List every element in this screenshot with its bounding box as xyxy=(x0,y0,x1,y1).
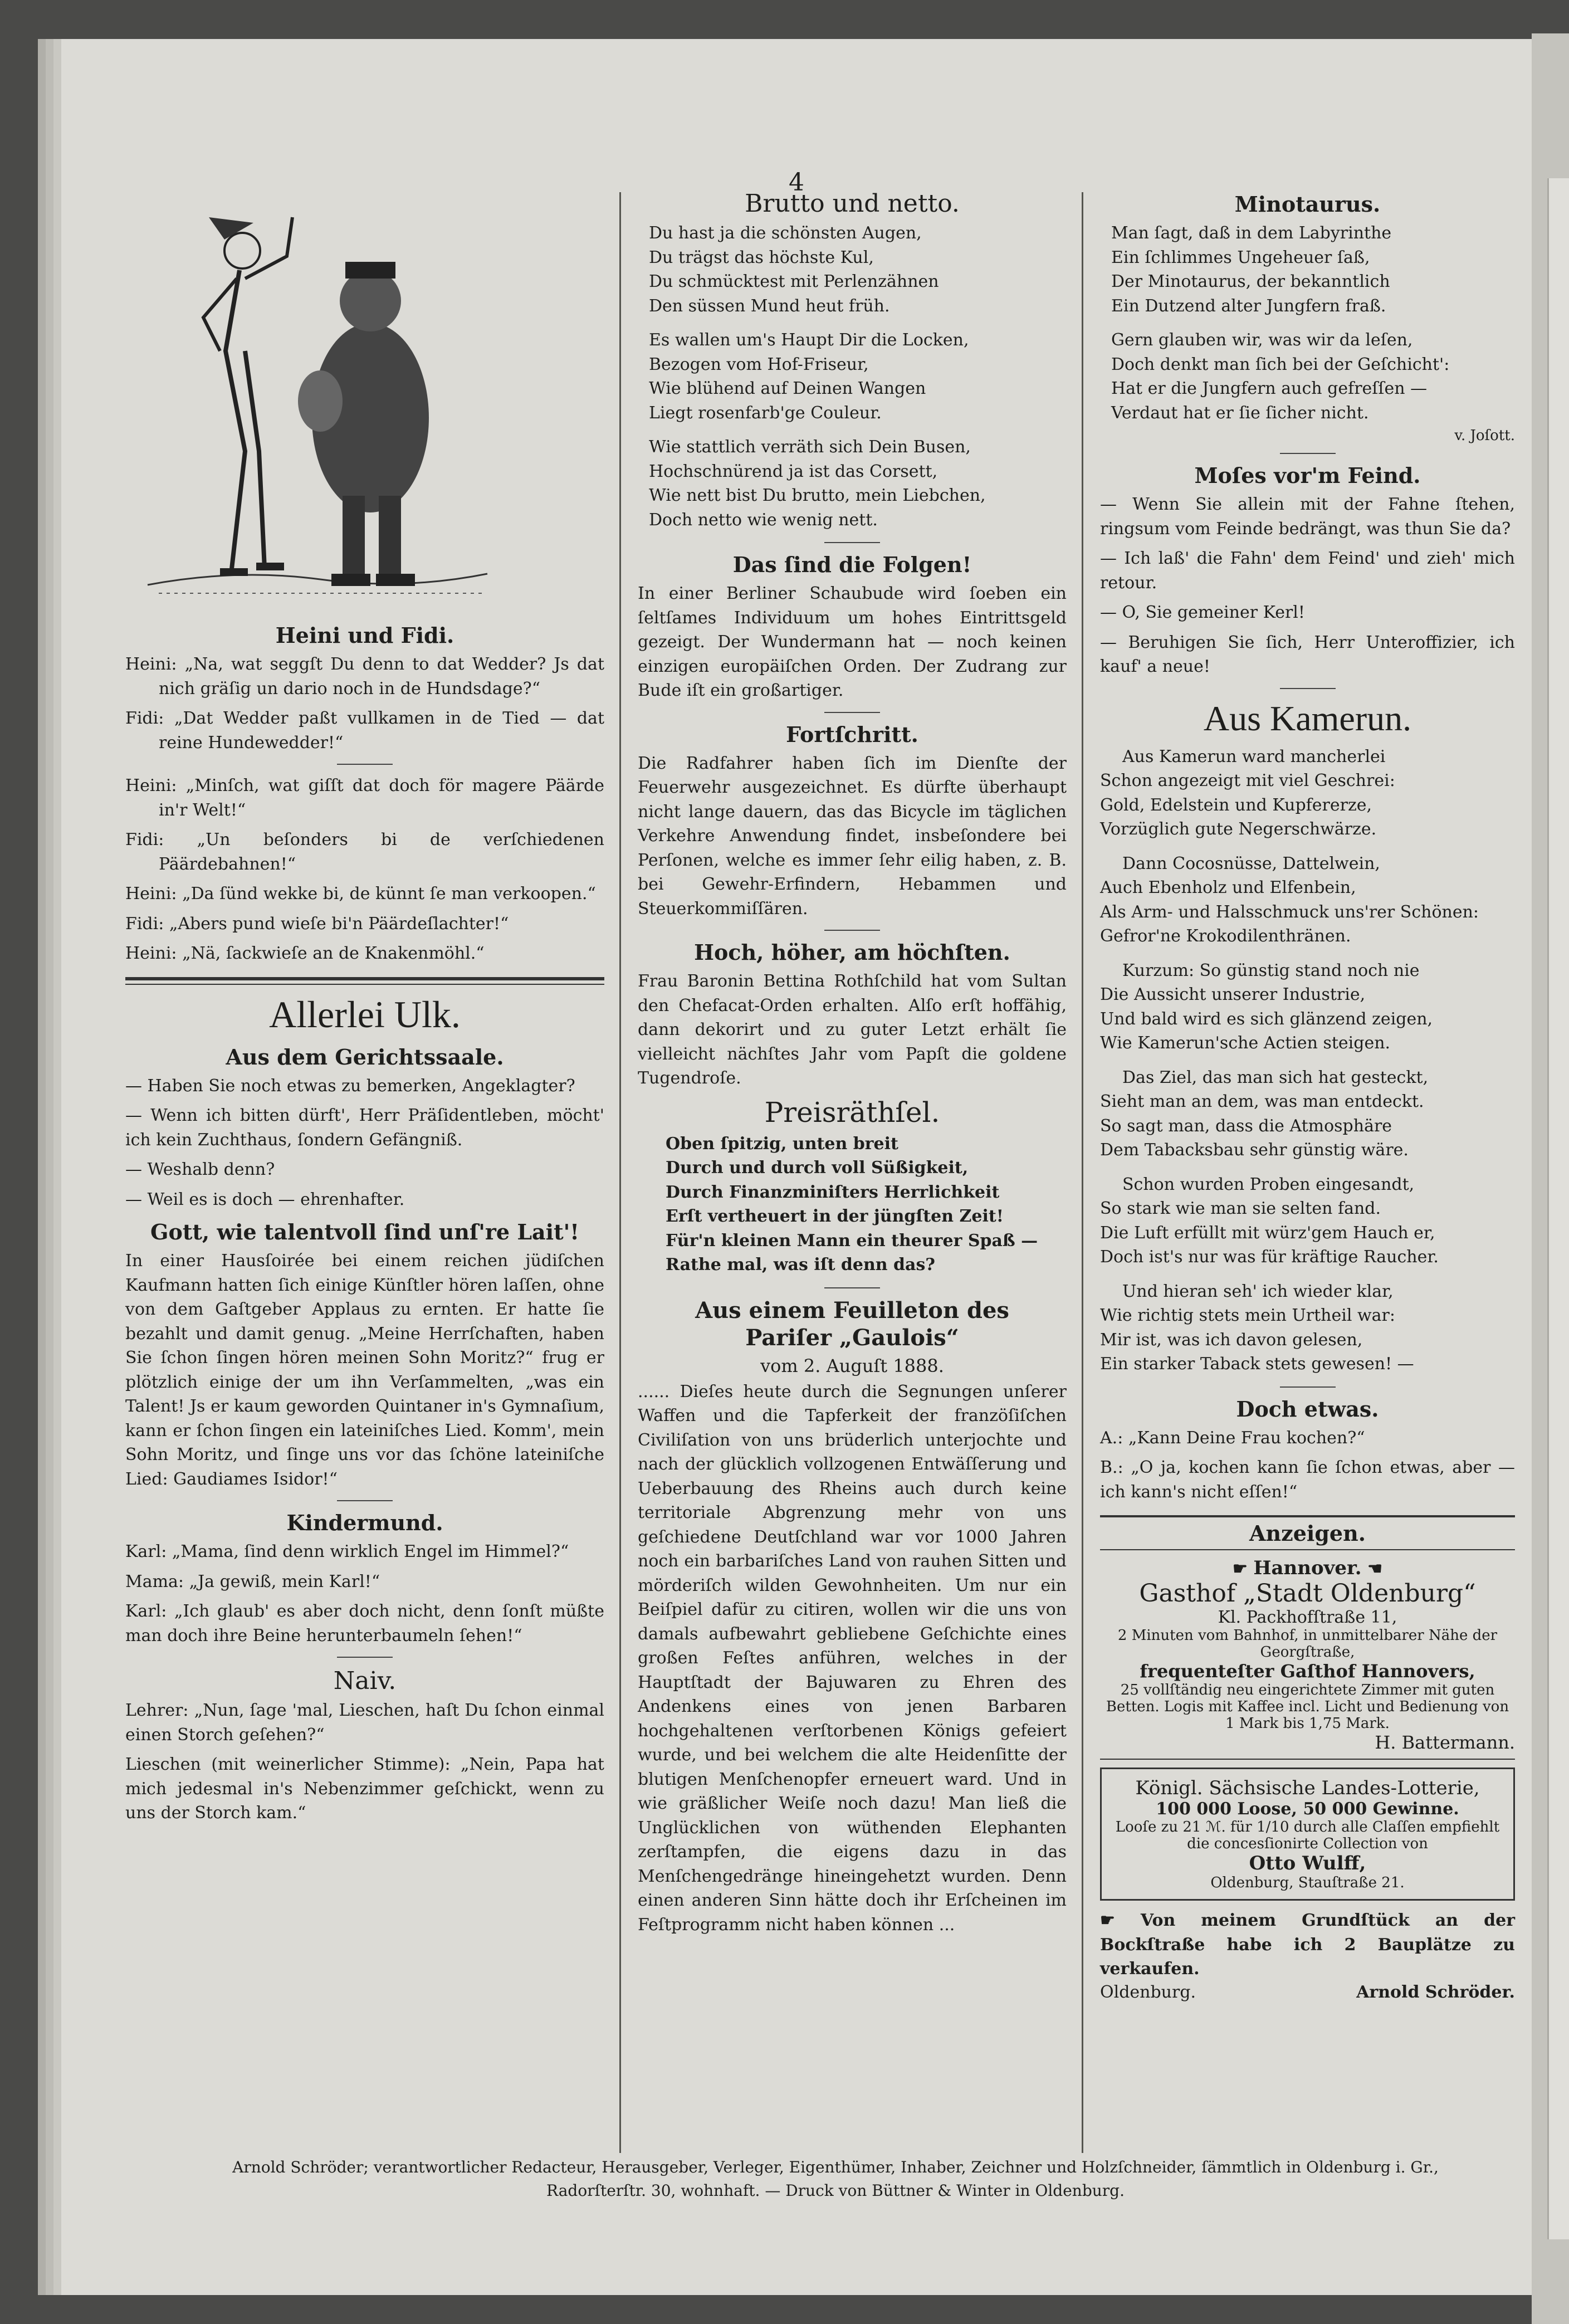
column-1 xyxy=(125,184,604,1831)
doch-line: A.: „Kann Deine Frau kochen?“ xyxy=(1100,1428,1365,1448)
ad2-sub: 100 000 Loose, 50 000 Gewinne. xyxy=(1156,1799,1459,1819)
doch-line: B.: „O ja, kochen kann ſie ſchon etwas, aber — ich kann's nicht eſſen!“ xyxy=(1100,1458,1515,1502)
hf-line: Heini: „Minſch, wat giſſt dat doch för magere Päärde in'r Welt!“ xyxy=(125,776,604,820)
next-page-edge xyxy=(1532,33,1569,2324)
ad2-title: Königl. Sächsische Landes-Lotterie, xyxy=(1135,1777,1480,1799)
fort-title: Fortſchritt. xyxy=(786,721,918,747)
mino-title: Minotaurus. xyxy=(1234,192,1381,217)
ad2-text: Looſe zu 21 ℳ. für 1/10 durch alle Claſſen empfiehlt die concesſionirte Collection von xyxy=(1115,1819,1500,1852)
kamerun-stanza: Schon wurden Proben eingesandt, So stark wie man sie selten fand. Die Luft erfüllt mit würz'gem Hauch er, Doch ist's nur was für kräftige Raucher. xyxy=(1100,1174,1439,1267)
ad-gasthof xyxy=(1100,1557,1515,1753)
feuill-title-2: Pariſer „Gaulois“ xyxy=(745,1324,959,1351)
anzeigen-title: Anzeigen. xyxy=(1249,1521,1366,1546)
column-3 xyxy=(1100,184,1515,2002)
gericht-title: Aus dem Gerichtssaale. xyxy=(226,1044,504,1070)
ad3-text: Von meinem Grundſtück an der Bockſtraße habe ich 2 Bauplätze zu verkaufen. xyxy=(1100,1911,1515,1979)
gericht-line: — Wenn ich bitten dürft', Herr Präſidentleben, möcht' ich kein Zuchthaus, ſondern Gefängniß. xyxy=(125,1106,604,1150)
hoch-text: Frau Baronin Bettina Rothſchild hat vom Sultan den Chefacat-Orden erhalten. Alſo erſt hoffähig, dann dekorirt und zu guter Letzt erhält ſie vielleicht nächſtes Jahr vom Papſt die goldene Tugendroſe. xyxy=(638,971,1067,1088)
doch-title: Doch etwas. xyxy=(1236,1396,1379,1422)
ad2-addr: Oldenburg, Stauſtraße 21. xyxy=(1210,1874,1405,1891)
ad2-name: Otto Wulff, xyxy=(1249,1852,1366,1874)
column-rule xyxy=(1082,192,1083,2153)
mino-author: v. Joſott. xyxy=(1454,427,1515,444)
kinder-line: Karl: „Ich glaub' es aber doch nicht, denn ſonſt müßte man doch ihre Beine herunterbaumeln ſehen!“ xyxy=(125,1602,604,1646)
gott-title: Gott, wie talentvoll ſind unſ're Lait'! xyxy=(150,1219,579,1244)
pointing-hand-icon: ☛ xyxy=(1100,1911,1141,1930)
kamerun-stanza: Das Ziel, das man sich hat gesteckt, Sieht man an dem, was man entdeckt. So sagt man, dass die Atmosphäre Dem Tabacksbau sehr günstig wäre. xyxy=(1100,1067,1429,1160)
naiv-line: Lieschen (mit weinerlicher Stimme): „Nein, Papa hat mich jedesmal in's Nebenzimmer geſchickt, wenn zu uns der Storch kam.“ xyxy=(125,1755,604,1823)
ad1-name: Gasthof „Stadt Oldenburg“ xyxy=(1139,1579,1476,1608)
kamerun-stanza: Und hieran seh' ich wieder klar, Wie richtig stets mein Urtheil war: Mir ist, was ich davon gelesen, Ein starker Taback stets gewesen! — xyxy=(1100,1281,1414,1374)
brutto-title: Brutto und netto. xyxy=(745,189,960,218)
kamerun-stanza: Dann Cocosnüsse, Dattelwein, Auch Ebenholz und Elfenbein, Als Arm- und Halsschmuck uns'rer Schönen: Gefror'ne Krokodilenthränen. xyxy=(1100,853,1479,946)
ad1-slogan: frequenteſter Gaſthof Hannovers, xyxy=(1140,1661,1475,1682)
preis-title: Preisräthſel. xyxy=(764,1096,940,1129)
ad3-city: Oldenburg. xyxy=(1100,1982,1196,2002)
column-rule xyxy=(619,192,621,2153)
ad-lotterie xyxy=(1100,1768,1515,1901)
moses-line: — Wenn Sie allein mit der Fahne ſtehen, ringsum vom Feinde bedrängt, was thun Sie da? xyxy=(1100,495,1515,539)
ad1-text: 25 vollſtändig neu eingerichtete Zimmer mit guten Betten. Logis mit Kaffee incl. Licht und Bedienung von 1 Mark bis 1,75 Mark. xyxy=(1106,1682,1509,1732)
kamerun-title: Aus Kamerun. xyxy=(1203,698,1412,738)
ad1-city: ☛ Hannover. ☚ xyxy=(1233,1557,1382,1579)
moses-title: Moſes vor'm Feind. xyxy=(1194,463,1421,488)
fort-text: Die Radfahrer haben ſich im Dienſte der Feuerwehr ausgezeichnet. Es dürfte überhaupt nicht lange dauern, das das Bicycle im täglichen Verkehre Anwendung findet, insbeſondere bei Perſonen, welche es immer ſehr eilig haben, z. B. bei Gewehr-Erfindern, Hebammen und Steuerkommiſſären. xyxy=(638,753,1067,919)
moses-line: — O, Sie gemeiner Kerl! xyxy=(1100,603,1305,622)
brutto-stanza: Es wallen um's Haupt Dir die Locken, Bezogen vom Hof-Friseur, Wie blühend auf Deinen Wangen Liegt rosenfarb'ge Couleur. xyxy=(649,330,969,423)
gott-text: In einer Hausſoirée bei einem reichen jüdiſchen Kaufmann hatten ſich einige Künſtler hören laſſen, ohne von dem Gaſtgeber Applaus zu ernten. Er hatte ſie bezahlt und damit genug. „Meine Herrſchaften, haben Sie ſchon ſingen hören meinen Sohn Moritz?“ frug er plötzlich einige der um ihn Verſammelten, „was ein Talent! Js er kaum geworden Quintaner in's Gymnaſium, kann er ſchon ſingen ein lateiniſches Lied. Komm', mein Sohn Moritz, und ſinge uns vor das ſchöne lateiniſche Lied: Gaudiames Isidor!“ xyxy=(125,1251,604,1489)
mino-stanza: Gern glauben wir, was wir da leſen, Doch denkt man ſich bei der Geſchicht': Hat er die Jungfern auch gefreſſen — Verdaut hat er ſie ſicher nicht. xyxy=(1111,330,1450,423)
kamerun-stanza: Kurzum: So günstig stand noch nie Die Aussicht unserer Industrie, Und bald wird es sich glänzend zeigen, Wie Kamerun'sche Actien steigen. xyxy=(1100,960,1433,1053)
imprint-footer: Arnold Schröder; verantwortlicher Redacteur, Herausgeber, Verleger, Eigenthümer, Inhaber, Zeichner und Holzſchneider, ſämmtlich in Oldenburg i. Gr., Radorſterſtr. 30, wohnhaft. — Druck von Büttner & Winter in Oldenburg. xyxy=(232,2158,1439,2200)
cartoon-illustration xyxy=(125,184,510,607)
hoch-title: Hoch, höher, am höchſten. xyxy=(694,940,1010,965)
moses-line: — Beruhigen Sie ſich, Herr Unteroffizier, ich kauf' a neue! xyxy=(1100,632,1515,676)
preis-verse: Oben ſpitzig, unten breit Durch und durch voll Süßigkeit, Durch Finanzminiſters Herrlichkeit Erſt vertheuert in der jüngſten Zeit! Für'n kleinen Mann ein theurer Spaß — Rathe mal, was iſt denn das? xyxy=(666,1134,1038,1275)
feuill-date: vom 2. Auguſt 1888. xyxy=(760,1355,944,1376)
gericht-line: — Haben Sie noch etwas zu bemerken, Angeklagter? xyxy=(125,1076,575,1096)
hf-line: Fidi: „Un beſonders bi de verſchiedenen Päärdebahnen!“ xyxy=(125,830,604,874)
hf-line: Fidi: „Dat Wedder paßt vullkamen in de Tied — dat reine Hundewedder!“ xyxy=(125,709,604,753)
ad1-loc: 2 Minuten vom Bahnhof, in unmittelbarer Nähe der Georgſtraße, xyxy=(1117,1627,1498,1661)
kamerun-stanza: Aus Kamerun ward mancherlei Schon angezeigt mit viel Geschrei: Gold, Edelstein und Kupfererze, Vorzüglich gute Negerschwärze. xyxy=(1100,746,1395,839)
allerlei-title: Allerlei Ulk. xyxy=(269,993,461,1036)
ad1-addr: Kl. Packhofſtraße 11, xyxy=(1218,1608,1397,1627)
feuill-text: ...... Dieſes heute durch die Segnungen unſerer Waffen und die Tapferkeit der franzöſiſchen Civiliſation von uns brüderlich unterjochte und nach der glücklich vollzogenen Entwäſſerung und Ueberbauung des Rheins auch durch keine territoriale Abgrenzung mehr von uns geſchiedene Deutſchland war vor 1000 Jahren noch ein barbariſches Land von rauhen Sitten und mörderiſch wilden Gewohnheiten. Um nur ein Beiſpiel dafür zu citiren, wollen wir die uns von damals aufbewahrt gebliebene Geſchichte eines großen Feſtes anführen, welches in der Hauptſtadt der Bajuwaren zu Ehren des Andenkens eines von jenen Barbaren hochgehaltenen verſtorbenen Königs gefeiert wurde, und bei welchem die alte Heidenſitte der blutigen Menſchenopfer erneuert ward. Und in wie gräßlicher Weiſe noch dazu! Man ließ die Unglücklichen von wüthenden Elephanten zerſtampfen, die eigens dazu in das Menſchengedränge hineingehetzt wurden. Denn einen anderen Sinn hätte doch ihr Erſcheinen im Feſtprogramm nicht haben können ... xyxy=(638,1381,1067,1935)
kinder-line: Mama: „Ja gewiß, mein Karl!“ xyxy=(125,1571,380,1591)
brutto-stanza: Du hast ja die schönsten Augen, Du trägst das höchste Kul, Du schmücktest mit Perlenzähnen Den süssen Mund heut früh. xyxy=(649,223,939,316)
gericht-line: — Weil es is doch — ehrenhafter. xyxy=(125,1189,405,1209)
hf-line: Heini: „Da ſünd wekke bi, de künnt ſe man verkoopen.“ xyxy=(125,884,596,904)
hf-line: Heini: „Nä, ſackwieſe an de Knakenmöhl.“ xyxy=(125,944,485,963)
folgen-text: In einer Berliner Schaubude wird ſoeben ein ſeltſames Individuum um hohes Eintrittsgeld gezeigt. Der Wundermann hat — noch keinen einzigen europäiſchen Orden. Der Zudrang zur Bude iſt ein großartiger. xyxy=(638,584,1067,700)
ad3-name: Arnold Schröder. xyxy=(1356,1982,1515,2002)
hf-line: Heini: „Na, wat seggſt Du denn to dat Wedder? Js dat nich gräſig un dario noch in de Hundsdage?“ xyxy=(125,655,604,699)
pointing-hand-icon: ☚ xyxy=(1361,1559,1382,1579)
hf-line: Fidi: „Abers pund wieſe bi'n Päärdeſlachter!“ xyxy=(125,914,509,934)
feuill-title-1: Aus einem Feuilleton des xyxy=(695,1297,1009,1324)
naiv-title: Naiv. xyxy=(333,1667,397,1695)
brutto-stanza: Wie stattlich verräth sich Dein Busen, Hochschnürend ja ist das Corsett, Wie nett bist Du brutto, mein Liebchen, Doch netto wie wenig nett. xyxy=(649,437,986,530)
gericht-line: — Weshalb denn? xyxy=(125,1160,275,1179)
folgen-title: Das ſind die Folgen! xyxy=(732,552,972,577)
naiv-line: Lehrer: „Nun, ſage 'mal, Lieschen, haſt Du ſchon einmal einen Storch geſehen?“ xyxy=(125,1701,604,1745)
moses-line: — Ich laß' die Fahn' dem Feind' und zieh' mich retour. xyxy=(1100,549,1515,593)
heini-fidi-title: Heini und Fidi. xyxy=(275,623,454,648)
page-number: 4 xyxy=(789,168,804,197)
pointing-hand-icon: ☛ xyxy=(1233,1559,1254,1579)
column-2 xyxy=(638,184,1067,1942)
kinder-line: Karl: „Mama, ſind denn wirklich Engel im Himmel?“ xyxy=(125,1542,569,1561)
ad-bauplaetze xyxy=(1100,1908,1515,2002)
ad1-owner: H. Battermann. xyxy=(1375,1732,1515,1753)
mino-stanza: Man ſagt, daß in dem Labyrinthe Ein ſchlimmes Ungeheuer ſaß, Der Minotaurus, der bekanntlich Ein Dutzend alter Jungfern fraß. xyxy=(1111,223,1392,316)
kinder-title: Kindermund. xyxy=(286,1510,443,1535)
